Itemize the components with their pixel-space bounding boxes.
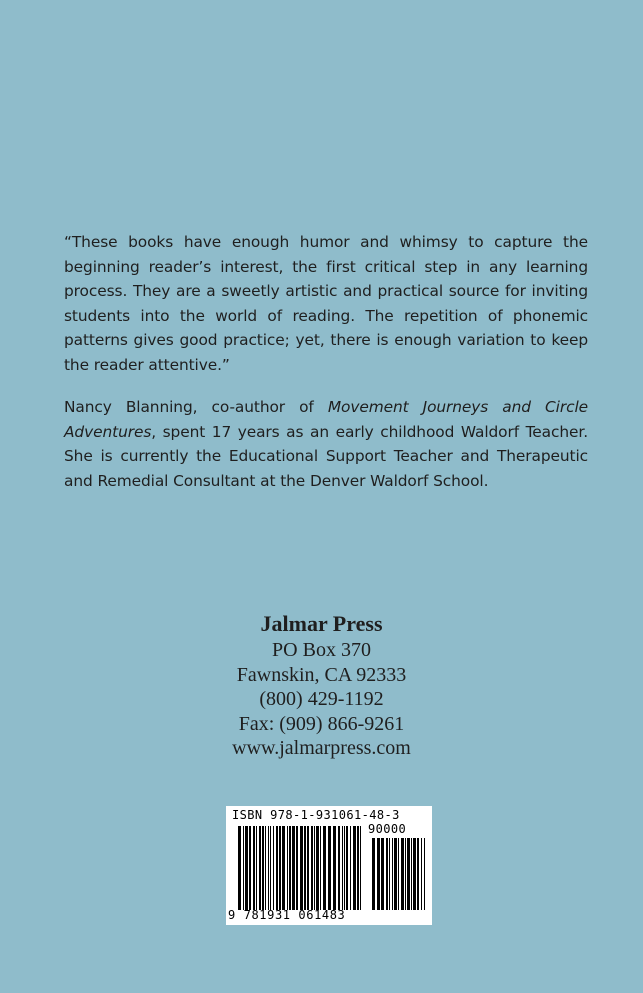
isbn-label: ISBN 978-1-931061-48-3	[232, 808, 400, 822]
publisher-website: www.jalmarpress.com	[232, 737, 411, 759]
author-bio	[64, 395, 588, 493]
publisher-name: Jalmar Press	[260, 611, 383, 636]
bio-rest: , spent 17 years as an early childhood Waldorf Teacher. She is currently the Educational Support Teacher and Therapeutic and Remedial Consultant at the Denver Waldorf School.	[64, 422, 588, 490]
publisher-phone: (800) 429-1192	[259, 688, 384, 710]
barcode-box	[226, 806, 432, 925]
publisher-address-line2: Fawnskin, CA 92333	[236, 663, 407, 686]
bio-book-title: Movement Journeys and Circle Adventures	[64, 398, 588, 441]
endorsement-quote: “These books have enough humor and whimsy to capture the beginning reader’s interest, the first critical step in any learning process. They are a sweetly artistic and practical source for inviting students into the world of reading. The repetition of phonemic patterns gives good practice; yet, there is enough variation to keep the reader attentive.”	[64, 233, 588, 374]
price-code-label: 90000	[368, 822, 407, 836]
publisher-block	[0, 610, 643, 761]
bio-lead: Nancy Blanning, co-author of	[64, 398, 328, 416]
barcode-digits: 9 781931 061483	[228, 908, 346, 922]
publisher-address-line1: PO Box 370	[272, 639, 371, 661]
publisher-fax: Fax: (909) 866-9261	[238, 712, 405, 735]
